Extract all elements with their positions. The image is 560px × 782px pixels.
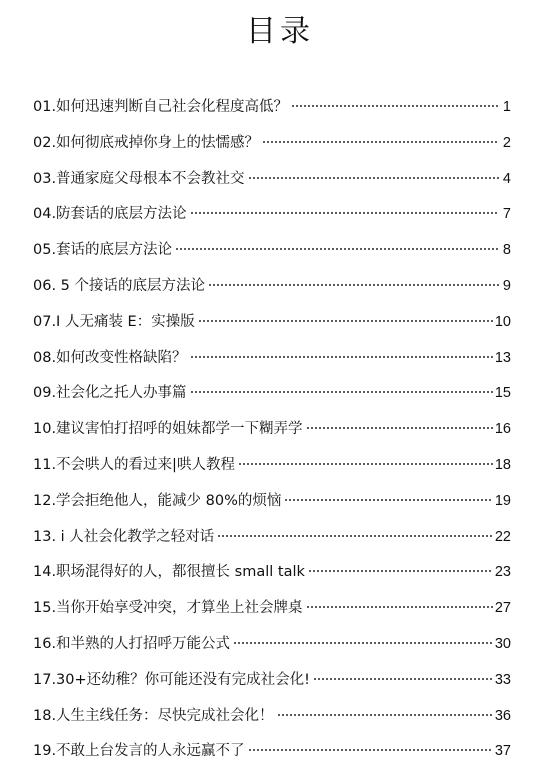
toc-entry-09[interactable]: [33, 382, 511, 418]
toc-entry-page-number: 2: [502, 134, 511, 151]
toc-entry-label: 09.社会化之托人办事篇: [33, 385, 187, 402]
toc-entry-page-number: 13: [494, 349, 511, 366]
toc-entry-page-number: 4: [502, 170, 511, 187]
toc-entry-07[interactable]: [33, 311, 511, 347]
toc-entry-label: 01.如何迅速判断自己社会化程度高低？: [33, 99, 289, 115]
toc-entry-label: 02.如何彻底戒掉你身上的怯懦感？: [33, 134, 260, 151]
page-title: 目录: [246, 14, 314, 49]
toc-entry-05[interactable]: [33, 239, 511, 275]
toc-entry-03[interactable]: [33, 168, 511, 204]
toc-entry-label: 12.学会拒绝他人，能减少 80%的烦恼: [33, 492, 282, 509]
toc-entry-13[interactable]: [33, 526, 511, 562]
toc-entry-label: 13. i 人社会化教学之轻对话: [33, 528, 215, 545]
toc-entry-10[interactable]: [33, 418, 511, 454]
dot-leader: [190, 391, 493, 393]
toc-entry-label: 07.I 人无痛装 E：实操版: [33, 313, 195, 330]
toc-entry-18[interactable]: [33, 705, 511, 741]
dot-leader: [217, 535, 493, 537]
dot-leader: [277, 714, 493, 716]
toc-entry-page-number: 22: [494, 528, 511, 545]
toc-entry-label: 19.不敢上台发言的人永远赢不了: [33, 743, 245, 760]
toc-entry-17[interactable]: [33, 669, 511, 705]
toc-entry-page-number: 15: [494, 385, 511, 402]
toc-entry-14[interactable]: [33, 561, 511, 597]
toc-entry-page-number: 1: [502, 99, 511, 115]
toc-entry-15[interactable]: [33, 597, 511, 633]
dot-leader: [284, 499, 492, 501]
toc-entry-page-number: 23: [494, 564, 511, 581]
table-of-contents: [33, 96, 511, 776]
dot-leader: [306, 606, 493, 608]
toc-entry-page-number: 10: [494, 313, 511, 330]
dot-leader: [306, 427, 493, 429]
toc-entry-06[interactable]: [33, 275, 511, 311]
toc-entry-label: 16.和半熟的人打招呼万能公式: [33, 635, 231, 652]
toc-entry-label: 15.当你开始享受冲突，才算坐上社会牌桌: [33, 600, 303, 617]
toc-entry-19[interactable]: [33, 740, 511, 776]
toc-entry-page-number: 36: [494, 707, 511, 724]
toc-entry-02[interactable]: [33, 132, 511, 168]
toc-entry-label: 18.人生主线任务：尽快完成社会化！: [33, 707, 274, 724]
dot-leader: [308, 570, 493, 572]
toc-entry-04[interactable]: [33, 203, 511, 239]
toc-entry-label: 11.不会哄人的看过来|哄人教程: [33, 456, 235, 473]
dot-leader: [198, 320, 493, 322]
toc-entry-12[interactable]: [33, 490, 511, 526]
dot-leader: [262, 141, 499, 143]
dot-leader: [313, 678, 493, 680]
toc-entry-page-number: 19: [494, 492, 511, 509]
toc-entry-page-number: 37: [494, 743, 511, 760]
toc-entry-page-number: 30: [494, 635, 511, 652]
toc-entry-label: 06. 5 个接话的底层方法论: [33, 277, 206, 294]
toc-entry-page-number: 8: [502, 242, 511, 259]
toc-entry-page-number: 27: [494, 600, 511, 617]
toc-entry-label: 04.防套话的底层方法论: [33, 206, 187, 223]
dot-leader: [233, 642, 493, 644]
dot-leader: [248, 177, 499, 179]
dot-leader: [291, 105, 499, 107]
toc-entry-label: 17.30+还幼稚？你可能还没有完成社会化!: [33, 671, 310, 688]
toc-entry-page-number: 9: [502, 277, 511, 294]
dot-leader: [190, 212, 499, 214]
dot-leader: [238, 463, 493, 465]
toc-entry-label: 03.普通家庭父母根本不会教社交: [33, 170, 245, 187]
toc-entry-page-number: 33: [494, 671, 511, 688]
dot-leader: [190, 356, 493, 358]
toc-entry-11[interactable]: [33, 454, 511, 490]
dot-leader: [175, 248, 499, 250]
toc-entry-label: 05.套话的底层方法论: [33, 242, 173, 259]
toc-entry-01[interactable]: [33, 96, 511, 132]
toc-entry-page-number: 16: [494, 421, 511, 438]
toc-entry-page-number: 18: [494, 456, 511, 473]
toc-entry-page-number: 7: [502, 206, 511, 223]
toc-entry-08[interactable]: [33, 347, 511, 383]
toc-entry-label: 08.如何改变性格缺陷？: [33, 349, 187, 366]
toc-entry-label: 10.建议害怕打招呼的姐妹都学一下糊弄学: [33, 421, 303, 438]
toc-entry-16[interactable]: [33, 633, 511, 669]
dot-leader: [248, 749, 493, 751]
dot-leader: [208, 284, 499, 286]
toc-entry-label: 14.职场混得好的人，都很擅长 small talk: [33, 564, 305, 581]
